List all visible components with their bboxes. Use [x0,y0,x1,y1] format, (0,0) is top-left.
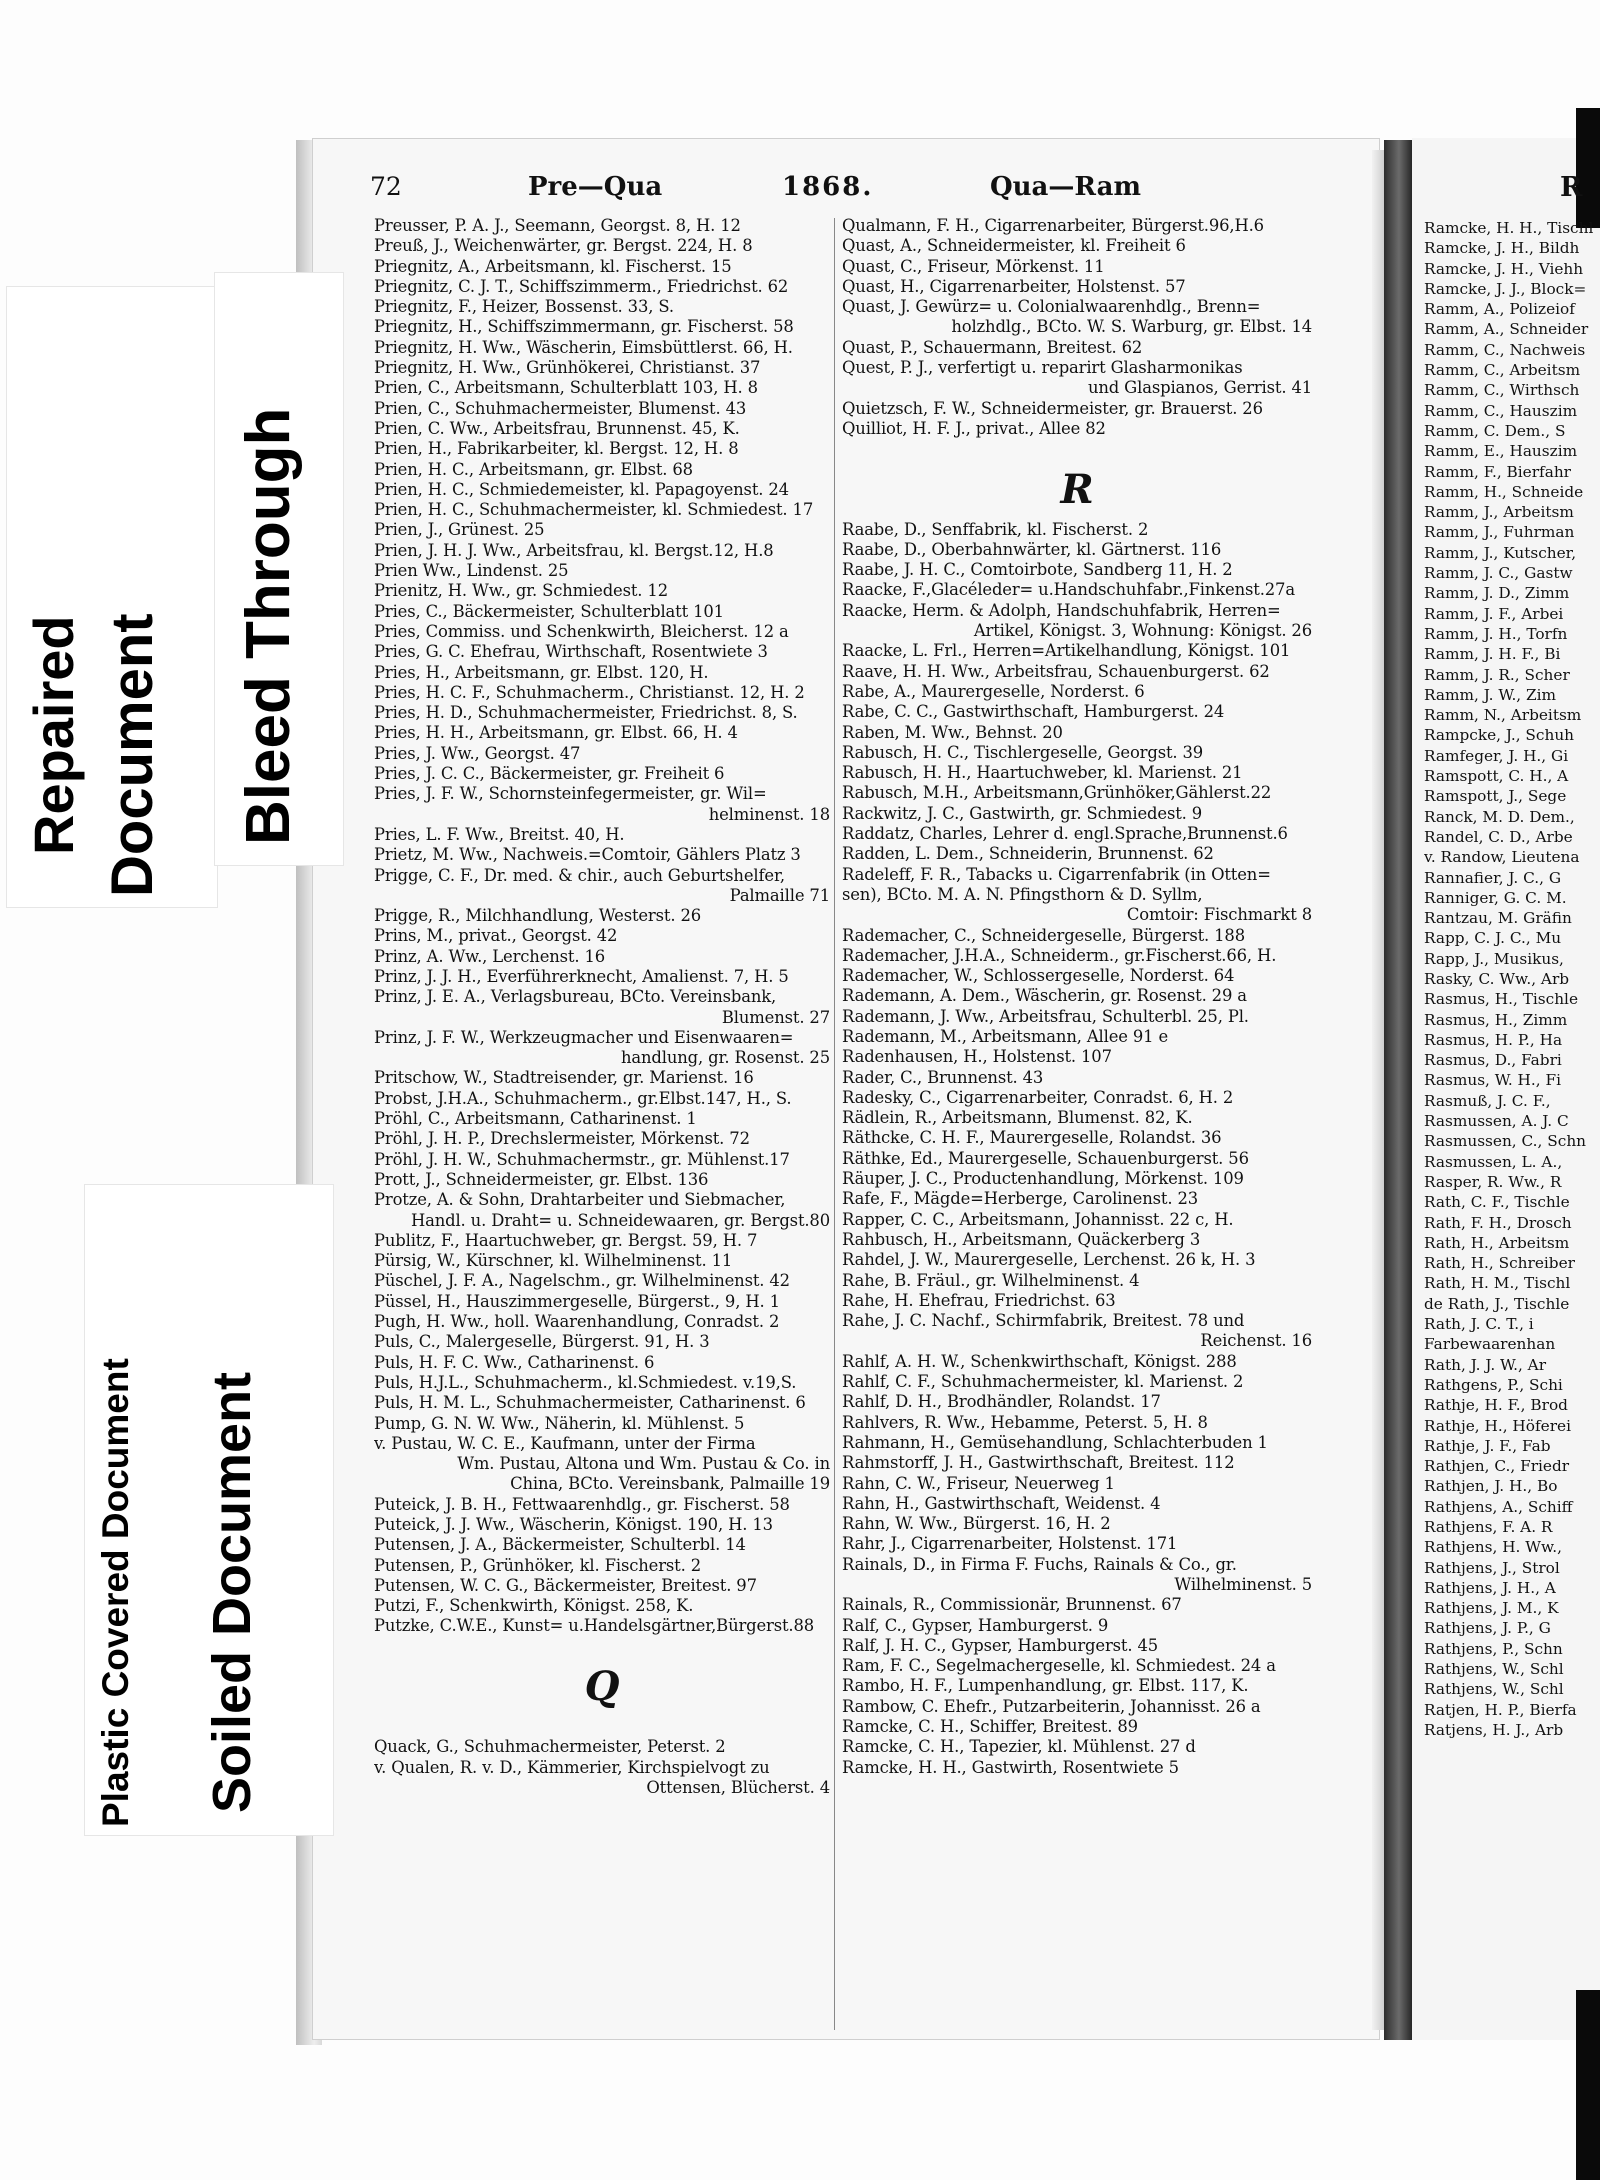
directory-entry: Priegnitz, H. Ww., Grünhökerei, Christianst. 37 [374,358,761,378]
directory-entry: Prien, H., Fabrikarbeiter, kl. Bergst. 12, H. 8 [374,439,739,459]
next-page-entry: Rathjen, C., Friedr [1424,1457,1570,1476]
directory-entry: Prienitz, H. Ww., gr. Schmiedest. 12 [374,581,668,601]
next-page-entry: Rathjens, P., Schn [1424,1639,1563,1658]
directory-entry: Rahe, B. Fräul., gr. Wilhelminenst. 4 [842,1270,1140,1290]
directory-entry: Ralf, C., Gypser, Hamburgerst. 9 [842,1615,1109,1635]
directory-entry-continuation: handlung, gr. Rosenst. 25 [621,1048,830,1068]
label-document: Document [100,613,165,897]
repaired-document-label [6,286,218,908]
next-page-entry: Rathjens, J., Strol [1424,1558,1560,1577]
next-page-entry: Rathjens, J. M., K [1424,1599,1559,1618]
directory-entry: Preuß, J., Weichenwärter, gr. Bergst. 224, H. 8 [374,236,753,256]
directory-entry: Räthcke, C. H. F., Maurergeselle, Rolandst. 36 [842,1128,1222,1148]
directory-entry-continuation: Handl. u. Draht= u. Schneidewaaren, gr. Bergst.80 [410,1210,830,1230]
directory-entry: Rahn, H., Gastwirthschaft, Weidenst. 4 [842,1493,1161,1513]
directory-entry: Raabe, J. H. C., Comtoirbote, Sandberg 11, H. 2 [842,560,1233,580]
directory-entry: Rabusch, M.H., Arbeitsmann,Grünhöker,Gählerst.22 [842,783,1272,803]
next-page-entry: Ramm, A., Polizeiof [1424,300,1575,319]
directory-entry: Puteick, J. J. Ww., Wäscherin, Königst. 190, H. 13 [374,1515,773,1534]
directory-entry: Raacke, F.,Glacéleder= u.Handschuhfabr.,Finkenst.27a [842,580,1295,600]
directory-entry: Rainals, R., Commissionär, Brunnenst. 67 [842,1595,1182,1615]
directory-entry: Raabe, D., Senffabrik, kl. Fischerst. 2 [842,519,1149,539]
directory-entry: Raddatz, Charles, Lehrer d. engl.Sprache,Brunnenst.6 [842,824,1288,844]
label-plastic-covered: Plastic Covered Document [95,1358,136,1827]
directory-entry: Pürsig, W., Kürschner, kl. Wilhelminenst. 11 [374,1251,733,1271]
next-page-entry: Ramm, J. C., Gastw [1424,564,1573,583]
directory-entry: Qualmann, F. H., Cigarrenarbeiter, Bürgerst.96,H.6 [842,216,1264,235]
next-page-entry: de Rath, J., Tischle [1424,1294,1570,1313]
directory-entry: Prinz, J. F. W., Werkzeugmacher und Eisenwaaren= [374,1027,794,1047]
next-page-entry: Rasmussen, L. A., [1424,1152,1563,1171]
next-page-entry: Ramm, C., Wirthsch [1424,381,1580,400]
directory-entry: Pries, J. F. W., Schornsteinfegermeister, gr. Wil= [374,784,767,804]
directory-entry: Rahe, H. Ehefrau, Friedrichst. 63 [842,1290,1116,1310]
next-page-entry: Rath, C. F., Tischle [1424,1193,1570,1212]
directory-entry: Quast, P., Schauermann, Breitest. 62 [842,337,1143,357]
next-page-entry: Rath, J. J. W., Ar [1424,1355,1547,1374]
directory-entry: Putensen, W. C. G., Bäckermeister, Breitest. 97 [374,1575,757,1595]
directory-entry: Publitz, F., Haartuchweber, gr. Bergst. 59, H. 7 [374,1230,758,1250]
directory-entry: Raacke, Herm. & Adolph, Handschuhfabrik, Herren= [842,600,1281,620]
directory-entry: Prien Ww., Lindenst. 25 [374,561,569,581]
next-page-header: R [1560,172,1583,203]
next-page-entry: Rath, H. M., Tischl [1424,1274,1571,1293]
directory-entry: Pries, H., Arbeitsmann, gr. Elbst. 120, H. [374,662,709,682]
next-page-entry: Rantzau, M. Gräfin [1424,909,1572,928]
column-divider [834,218,835,2030]
directory-entry: Rambo, H. F., Lumpenhandlung, gr. Elbst. 117, K. [842,1676,1249,1696]
next-page-entry: Randel, C. D., Arbe [1424,827,1573,846]
directory-entry: Räthke, Ed., Maurergeselle, Schauenburgerst. 56 [842,1148,1249,1168]
directory-entry: Rademacher, J.H.A., Schneiderm., gr.Fischerst.66, H. [842,945,1277,965]
next-page-entry: Rasmus, D., Fabri [1424,1051,1562,1070]
next-page-entry: Ramm, J. D., Zimm [1424,584,1570,603]
directory-entry: Preusser, P. A. J., Seemann, Georgst. 8, H. 12 [374,216,741,235]
directory-entry: Puls, C., Malergeselle, Bürgerst. 91, H. 3 [374,1332,710,1352]
directory-entry: Pries, J. Ww., Georgst. 47 [374,743,581,763]
directory-entry: Rabusch, H. C., Tischlergeselle, Georgst. 39 [842,742,1204,762]
directory-entry: Pries, H. H., Arbeitsmann, gr. Elbst. 66, H. 4 [374,723,738,743]
next-page-entry: Rathjens, A., Schiff [1424,1497,1573,1516]
directory-entry: Putensen, J. A., Bäckermeister, Schulterbl. 14 [374,1535,746,1555]
directory-entry: Rädlein, R., Arbeitsmann, Blumenst. 82, K. [842,1108,1193,1128]
next-page-entry: Rath, J. C. T., i [1424,1315,1534,1334]
directory-entry: Prinz, J. J. H., Everführerknecht, Amalienst. 7, H. 5 [374,966,789,986]
directory-entry: Radesky, C., Cigarrenarbeiter, Conradst. 6, H. 2 [842,1087,1234,1107]
next-page-entry: Ramm, E., Hauszim [1424,442,1578,461]
label-soiled: Soiled Document [202,1371,262,1813]
next-page-entry: Ramcke, J. H., Bildh [1424,239,1580,258]
next-page-entry: Ranniger, G. C. M. [1424,888,1567,907]
directory-entry-continuation: Wilhelminenst. 5 [1174,1575,1312,1594]
directory-entry: Pries, H. C. F., Schuhmacherm., Christianst. 12, H. 2 [374,682,805,702]
directory-entry: Rafe, F., Mägde=Herberge, Carolinenst. 23 [842,1189,1199,1209]
next-page-entry: Ramfeger, J. H., Gi [1424,746,1569,765]
section-letter: Q [584,1663,620,1711]
directory-entry: Radenhausen, H., Holstenst. 107 [842,1047,1112,1067]
next-page-entry: Ramm, C., Arbeitsm [1424,361,1581,380]
directory-entry: Quietzsch, F. W., Schneidermeister, gr. Brauerst. 26 [842,398,1263,418]
section-gap [374,1717,830,1737]
directory-entry: Rademacher, C., Schneidergeselle, Bürgerst. 188 [842,925,1245,945]
directory-entry: Priegnitz, C. J. T., Schiffszimmerm., Friedrichst. 62 [374,276,789,296]
next-page-entry: v. Randow, Lieutena [1424,848,1580,867]
directory-entry: Radden, L. Dem., Schneiderin, Brunnenst. 62 [842,844,1214,864]
directory-entry: Pries, C., Bäckermeister, Schulterblatt 101 [374,601,724,621]
next-page-entry: Ramm, J. R., Scher [1424,665,1570,684]
directory-entry: Prien, H. C., Schuhmachermeister, kl. Schmiedest. 17 [374,500,814,520]
directory-entry: Rademacher, W., Schlossergeselle, Norderst. 64 [842,966,1235,986]
directory-entry: Rapper, C. C., Arbeitsmann, Johannisst. 22 c, H. [842,1209,1234,1229]
directory-entry: Pries, Commiss. und Schenkwirth, Bleicherst. 12 a [374,621,789,641]
next-page-entry: Rathjens, F. A. R [1424,1518,1553,1536]
directory-entry: Radeleff, F. R., Tabacks u. Cigarrenfabrik (in Otten= [842,864,1271,884]
directory-entry: Pröhl, J. H. P., Drechslermeister, Mörkenst. 72 [374,1129,750,1149]
header-right-range: Qua—Ram [990,172,1141,202]
next-page-entry: Rampcke, J., Schuh [1424,726,1575,745]
next-page-entry: Ramspott, J., Sege [1424,787,1567,806]
next-page-entry: Rasmus, H. P., Ha [1424,1030,1563,1049]
next-page-entry: Rathje, H., Höferei [1424,1416,1571,1435]
directory-entry: Priegnitz, H. Ww., Wäscherin, Eimsbüttlerst. 66, H. [374,337,793,357]
directory-entry: Rabe, C. C., Gastwirthschaft, Hamburgerst. 24 [842,702,1225,722]
directory-entry: Priegnitz, H., Schiffszimmermann, gr. Fischerst. 58 [374,317,794,337]
directory-entry: Rahdel, J. W., Maurergeselle, Lerchenst. 26 k, H. 3 [842,1250,1256,1270]
directory-entry-continuation: Reichenst. 16 [1200,1331,1312,1351]
directory-column-right [842,216,1312,1778]
page-number: 72 [370,172,402,201]
directory-entry: Raabe, D., Oberbahnwärter, kl. Gärtnerst. 116 [842,539,1222,559]
next-page-entry: Rapp, C. J. C., Mu [1424,929,1562,948]
directory-entry: Rahbusch, H., Arbeitsmann, Quäckerberg 3 [842,1229,1201,1249]
directory-entry: Pröhl, C., Arbeitsmann, Catharinenst. 1 [374,1109,697,1129]
directory-entry: Puls, H. M. L., Schuhmachermeister, Catharinenst. 6 [374,1393,806,1413]
next-page-entry: Ramm, J., Arbeitsm [1424,503,1574,522]
section-gap [842,439,1312,459]
next-page-entry: Ramm, F., Bierfahr [1424,462,1571,481]
directory-entry: Protze, A. & Sohn, Drahtarbeiter und Siebmacher, [374,1190,786,1210]
label-repaired: Repaired [22,615,85,855]
next-page-entry: Rath, H., Schreiber [1424,1254,1575,1273]
next-page-entry: Ranck, M. D. Dem., [1424,807,1575,826]
directory-entry: Rahlf, D. H., Brodhändler, Rolandst. 17 [842,1392,1161,1412]
next-page-entry: Rasmus, H., Zimm [1424,1010,1568,1029]
header-year: 1868. [782,172,874,202]
directory-entry: Rahmann, H., Gemüsehandlung, Schlachterbuden 1 [842,1432,1268,1452]
next-page-entry: Rasper, R. Ww., R [1424,1172,1562,1191]
directory-entry: Ram, F. C., Segelmachergeselle, kl. Schmiedest. 24 a [842,1656,1276,1676]
next-page-entry: Rapp, J., Musikus, [1424,949,1564,968]
directory-entry-continuation: und Glaspianos, Gerrist. 41 [1087,378,1312,398]
directory-entry: Quest, P. J., verfertigt u. reparirt Glasharmonikas [842,358,1243,378]
next-page-entry: Ramcke, H. H., Tischl [1424,219,1594,237]
directory-entry: Putzi, F., Schenkwirth, Königst. 258, K. [374,1596,694,1616]
next-page-entry: Rathgens, P., Schi [1424,1375,1563,1394]
next-page-entry: Rathjens, W., Schl [1424,1660,1564,1679]
next-page-entry: Ramm, J. W., Zim [1424,685,1557,704]
directory-column-left [374,216,830,1798]
directory-entry-continuation: Comtoir: Fischmarkt 8 [1126,905,1312,925]
next-page-entry: Ratjen, H. P., Bierfa [1424,1700,1577,1719]
directory-entry: Raben, M. Ww., Behnst. 20 [842,722,1063,742]
directory-entry: Ramcke, C. H., Tapezier, kl. Mühlenst. 27 d [842,1737,1196,1757]
directory-entry: Prien, J., Grünest. 25 [374,520,545,540]
directory-entry: Prinz, A. Ww., Lerchenst. 16 [374,946,606,966]
directory-entry: Quast, J. Gewürz= u. Colonialwaarenhdlg., Brenn= [842,297,1261,317]
directory-entry: Prien, C. Ww., Arbeitsfrau, Brunnenst. 45, K. [374,418,740,438]
directory-entry: v. Qualen, R. v. D., Kämmerier, Kirchspielvogt zu [374,1757,770,1777]
bleed-through-label [214,272,344,866]
next-page-entry: Ramcke, J. J., Block= [1424,279,1587,298]
directory-entry: Pugh, H. Ww., holl. Waarenhandlung, Conradst. 2 [374,1312,780,1332]
directory-entry-continuation: Artikel, Königst. 3, Wohnung: Königst. 26 [973,621,1312,641]
directory-entry: Pritschow, W., Stadtreisender, gr. Marienst. 16 [374,1068,754,1088]
directory-entry: Pries, H. D., Schuhmachermeister, Friedrichst. 8, S. [374,703,798,723]
section-letter: R [1060,465,1094,513]
directory-entry: Rademann, M., Arbeitsmann, Allee 91 e [842,1026,1169,1046]
page-edge [1372,150,1384,2030]
directory-entry: Puls, H. F. C. Ww., Catharinenst. 6 [374,1352,655,1372]
directory-entry: Pröhl, J. H. W., Schuhmachermstr., gr. Mühlenst.17 [374,1149,790,1169]
next-page-entry: Ramm, H., Schneide [1424,482,1584,501]
directory-entry: Puteick, J. B. H., Fettwaarenhdlg., gr. Fischerst. 58 [374,1494,790,1514]
directory-entry: Prinz, J. E. A., Verlagsbureau, BCto. Vereinsbank, [374,987,777,1007]
directory-entry: Püssel, H., Hauszimmergeselle, Bürgerst., 9, H. 1 [374,1291,780,1311]
next-page-entry: Rasmussen, C., Schn [1424,1132,1587,1151]
directory-entry: Rahe, J. C. Nachf., Schirmfabrik, Breitest. 78 und [842,1311,1245,1331]
directory-entry: Räuper, J. C., Productenhandlung, Mörkenst. 109 [842,1169,1244,1189]
directory-entry-continuation: Wm. Pustau, Altona und Wm. Pustau & Co. in [457,1454,830,1474]
next-page-entry: Rathjen, J. H., Bo [1424,1477,1558,1496]
directory-entry: Rahlvers, R. Ww., Hebamme, Peterst. 5, H. 8 [842,1412,1208,1432]
directory-entry: Rackwitz, J. C., Gastwirth, gr. Schmiedest. 9 [842,803,1203,823]
next-page-entry: Ramm, J. F., Arbei [1424,604,1564,623]
directory-entry: Rahmstorff, J. H., Gastwirthschaft, Breitest. 112 [842,1453,1235,1473]
directory-entry: Rambow, C. Ehefr., Putzarbeiterin, Johannisst. 26 a [842,1696,1261,1716]
next-page-entry: Rathjens, J. P., G [1424,1619,1551,1638]
directory-entry: Prigge, R., Milchhandlung, Westerst. 26 [374,906,701,926]
directory-entry: Rahn, W. Ww., Bürgerst. 16, H. 2 [842,1514,1111,1534]
directory-entry-continuation: Palmaille 71 [729,885,830,905]
next-page-entry: Rasmus, H., Tischle [1424,990,1579,1009]
directory-entry: Ramcke, H. H., Gastwirth, Rosentwiete 5 [842,1757,1179,1777]
directory-entry: Quilliot, H. F. J., privat., Allee 82 [842,418,1106,438]
directory-entry: Pries, J. C. C., Bäckermeister, gr. Freiheit 6 [374,764,725,784]
directory-entry: Quast, A., Schneidermeister, kl. Freiheit 6 [842,236,1186,256]
directory-entry: Quack, G., Schuhmachermeister, Peterst. 2 [374,1737,726,1757]
next-page-entry: Ramm, A., Schneider [1424,320,1589,339]
directory-entry: Rahlf, A. H. W., Schenkwirthschaft, Königst. 288 [842,1351,1237,1371]
directory-entry: Priegnitz, F., Heizer, Bossenst. 33, S. [374,297,674,317]
directory-entry-continuation: China, BCto. Vereinsbank, Palmaille 19 [510,1474,830,1494]
directory-entry: Rabe, A., Maurergeselle, Norderst. 6 [842,681,1145,701]
directory-entry: Raacke, L. Frl., Herren=Artikelhandlung, Königst. 101 [842,641,1291,661]
next-page-entry: Rathjens, H. Ww., [1424,1538,1563,1557]
directory-entry: Prien, H. C., Schmiedemeister, kl. Papagoyenst. 24 [374,479,789,499]
directory-entry: Pump, G. N. W. Ww., Näherin, kl. Mühlenst. 5 [374,1413,745,1433]
directory-entry: Prott, J., Schneidermeister, gr. Elbst. 136 [374,1169,709,1189]
label-bleed-through: Bleed Through [234,407,303,845]
directory-entry: Pries, L. F. Ww., Breitst. 40, H. [374,824,625,844]
directory-entry: Prien, J. H. J. Ww., Arbeitsfrau, kl. Bergst.12, H.8 [374,540,774,560]
directory-entry: Quast, C., Friseur, Mörkenst. 11 [842,256,1105,276]
directory-entry: Prien, C., Arbeitsmann, Schulterblatt 103, H. 8 [374,378,758,398]
directory-entry: Ralf, J. H. C., Gypser, Hamburgerst. 45 [842,1635,1159,1655]
directory-entry: Rademann, J. Ww., Arbeitsfrau, Schulterbl. 25, Pl. [842,1006,1249,1026]
next-page-entry: Ramm, J., Kutscher, [1424,543,1577,562]
directory-entry: v. Pustau, W. C. E., Kaufmann, unter der Firma [374,1433,756,1453]
next-page-entry: Rasky, C. Ww., Arb [1424,969,1570,988]
directory-entry: Pries, G. C. Ehefrau, Wirthschaft, Rosentwiete 3 [374,642,768,662]
directory-entry-continuation: Ottensen, Blücherst. 4 [646,1777,830,1797]
directory-entry-continuation: Blumenst. 27 [721,1007,830,1027]
next-page-entry: Ramm, J., Fuhrman [1424,523,1575,542]
next-page-entry: Ratjens, H. J., Arb [1424,1720,1564,1739]
directory-entry: Puls, H.J.L., Schuhmacherm., kl.Schmiedest. v.19,S. [374,1372,797,1392]
next-page-entry: Rasmuß, J. C. F., [1424,1091,1551,1110]
next-page-entry: Rathjens, W., Schl [1424,1680,1564,1699]
directory-entry: Rahr, J., Cigarrenarbeiter, Holstenst. 171 [842,1534,1178,1554]
plastic-soiled-label [84,1184,334,1836]
gutter-shadow-top [1576,108,1600,228]
next-page-entry: Ramm, N., Arbeitsm [1424,706,1582,725]
next-page-entry: Ramm, C., Hauszim [1424,401,1578,420]
next-page-entry: Rannafier, J. C., G [1424,868,1562,887]
next-page-entry: Rath, H., Arbeitsm [1424,1233,1570,1252]
header-left-range: Pre—Qua [528,172,663,202]
next-page-entry: Farbewaarenhan [1424,1335,1556,1354]
directory-entry: Rabusch, H. H., Haartuchweber, kl. Marienst. 21 [842,763,1243,783]
directory-entry: Rainals, D., in Firma F. Fuchs, Rainals & Co., gr. [842,1554,1237,1574]
next-page-entry: Rathje, H. F., Brod [1424,1396,1568,1415]
directory-entry: Prigge, C. F., Dr. med. & chir., auch Geburtshelfer, [374,865,785,885]
next-page-entry: Rathjens, J. H., A [1424,1578,1556,1597]
gutter-shadow-bottom [1576,1990,1600,2180]
directory-entry: Rahlf, C. F., Schuhmachermeister, kl. Marienst. 2 [842,1372,1244,1392]
book-gutter [1384,140,1414,2040]
directory-entry: Prien, H. C., Arbeitsmann, gr. Elbst. 68 [374,459,693,479]
next-page-entry: Ramspott, C. H., A [1424,767,1569,786]
directory-entry: Prietz, M. Ww., Nachweis.=Comtoir, Gählers Platz 3 [374,845,801,865]
directory-entry: Quast, H., Cigarrenarbeiter, Holstenst. 57 [842,276,1186,296]
directory-entry: Putensen, P., Grünhöker, kl. Fischerst. 2 [374,1555,701,1575]
directory-entry: Rader, C., Brunnenst. 43 [842,1067,1044,1087]
directory-entry: Raave, H. H. Ww., Arbeitsfrau, Schauenburgerst. 62 [842,661,1270,681]
directory-entry: Ramcke, C. H., Schiffer, Breitest. 89 [842,1717,1138,1737]
next-page-entry: Ramcke, J. H., Viehh [1424,259,1584,278]
next-page-entry: Rasmussen, A. J. C [1424,1112,1569,1131]
directory-entry: Prins, M., privat., Georgst. 42 [374,926,618,946]
directory-entry: Probst, J.H.A., Schuhmacherm., gr.Elbst.147, H., S. [374,1088,792,1108]
directory-entry-continuation: holzhdlg., BCto. W. S. Warburg, gr. Elbst. 14 [951,317,1312,337]
directory-entry-continuation: helminenst. 18 [708,804,830,824]
next-page-entry: Rathje, J. F., Fab [1424,1436,1551,1455]
next-page-entry: Ramm, J. H., Torfn [1424,624,1568,643]
directory-entry: Prien, C., Schuhmachermeister, Blumenst. 43 [374,398,747,418]
directory-entry: Rahn, C. W., Friseur, Neuerweg 1 [842,1473,1115,1493]
next-page-entry: Rath, F. H., Drosch [1424,1213,1572,1232]
next-page-entry: Rasmus, W. H., Fi [1424,1071,1561,1090]
directory-entry: Rademann, A. Dem., Wäscherin, gr. Rosenst. 29 a [842,986,1247,1006]
next-page-column [1424,218,1600,1740]
next-page-entry: Ramm, C. Dem., S [1424,421,1566,440]
directory-entry: Püschel, J. F. A., Nagelschm., gr. Wilhelminenst. 42 [374,1271,790,1291]
directory-entry: Priegnitz, A., Arbeitsmann, kl. Fischerst. 15 [374,256,732,276]
next-page-entry: Ramm, C., Nachweis [1424,340,1586,359]
section-gap [374,1637,830,1657]
directory-entry: sen), BCto. M. A. N. Pfingsthorn & D. Syllm, [842,884,1203,904]
directory-entry: Putzke, C.W.E., Kunst= u.Handelsgärtner,Bürgerst.88 [374,1616,815,1636]
next-page-entry: Ramm, J. H. F., Bi [1424,645,1561,664]
